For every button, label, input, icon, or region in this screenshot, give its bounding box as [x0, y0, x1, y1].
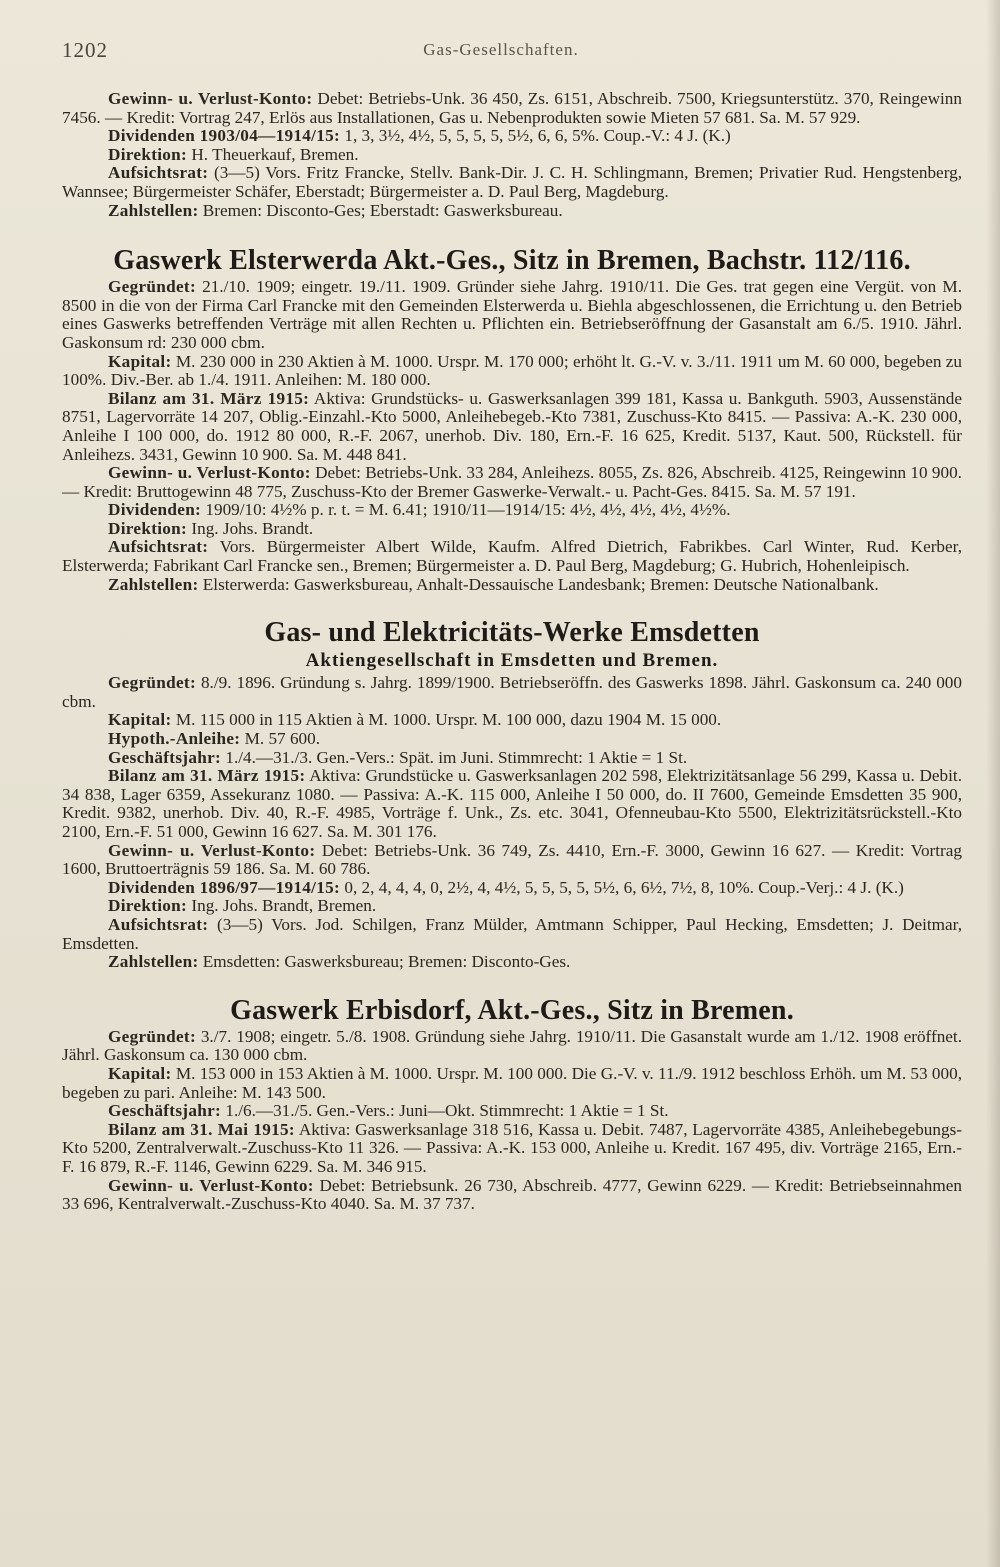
entry-continued-gas-company [62, 90, 962, 220]
paragraph-founded: Gegründet: 21./10. 1909; eingetr. 19./11. 1909. Gründer siehe Jahrg. 1910/11. Die Ges. trat gegen eine Vergüt. von M. 8500 in die von der Firma Carl Francke mit den Gemeinden Elsterwerda u. Biehla abgeschlossenen, die Errichtung u. den Betrieb eines Gaswerks betreffenden Verträge mit allen Rechten u. Pflichten ein. Betriebseröffnung der Gasanstalt am 6./5. 1910. Jährl. Gaskonsum rd: 230 000 cbm. [62, 277, 962, 352]
paragraph-paying-agents: Zahlstellen: Bremen: Disconto-Ges; Eberstadt: Gaswerksbureau. [108, 200, 563, 220]
paragraph-balance-sheet: Bilanz am 31. März 1915: Aktiva: Grundstücks- u. Gaswerksanlagen 399 181, Kassa u. Bankguth. 5903, Aussenstände 8751, Lagervorräte 14 207, Oblig.-Einzahl.-Kto 5000, Anleihebegeb.-Kto 7381, Zuschuss-Kto 8415. — Passiva: A.-K. 230 000, Anleihe I 100 000, do. 1912 80 000, R.-F. 2067, unerhob. Div. 180, Ern.-F. 16 625, Kredit. 5137, Kaut. 500, Rückstell. für Anleihezs. 3431, Gewinn 10 900. Sa. M. 448 841. [62, 388, 962, 464]
paragraph-capital: Kapital: M. 230 000 in 230 Aktien à M. 1000. Urspr. M. 170 000; erhöht lt. G.-V. v. 3./11. 1911 um M. 60 000, begeben zu 100%. Div.-Ber. ab 1./4. 1911. Anleihen: M. 180 000. [62, 351, 962, 390]
entry-gas-elektricitaets-werke-emsdetten [62, 616, 962, 972]
entry-title: Gas- und Elektricitäts-Werke Emsdetten [264, 617, 760, 649]
entry-gaswerk-erbisdorf [62, 994, 962, 1214]
paragraph-supervisory-board: Aufsichtsrat: Vors. Bürgermeister Albert Wilde, Kaufm. Alfred Dietrich, Fabrikbes. Carl Winter, Rud. Kerber, Elsterwerda; Fabrikant Carl Francke sen., Bremen; Bürgermeister a. D. Paul Berg, Magdeburg; G. Hubrich, Hohenleipisch. [62, 537, 962, 576]
paragraph-capital: Kapital: M. 115 000 in 115 Aktien à M. 1000. Urspr. M. 100 000, dazu 1904 M. 15 000. [108, 710, 722, 730]
paragraph-dividends: Dividenden 1903/04—1914/15: 1, 3, 3½, 4½, 5, 5, 5, 5, 5½, 6, 6, 5%. Coup.-V.: 4 J. (K.) [108, 126, 731, 146]
paragraph-mortgage-loan: Hypoth.-Anleihe: M. 57 600. [108, 729, 321, 749]
paragraph-supervisory-board: Aufsichtsrat: (3—5) Vors. Jod. Schilgen, Franz Mülder, Amtmann Schipper, Paul Hecking, Emsdetten; J. Deitmar, Emsdetten. [62, 914, 962, 953]
running-title: Gas-Gesellschaften. [423, 40, 579, 59]
paragraph-management: Direktion: Ing. Johs. Brandt. [108, 518, 314, 538]
paragraph-paying-agents: Zahlstellen: Emsdetten: Gaswerksbureau; Bremen: Disconto-Ges. [108, 952, 571, 972]
paragraph-profit-loss: Gewinn- u. Verlust-Konto: Debet: Betriebs-Unk. 36 749, Zs. 4410, Ern.-F. 3000, Gewinn 16 627. — Kredit: Vortrag 1600, Bruttoerträgnis 59 186. Sa. M. 60 786. [62, 840, 962, 879]
running-header [62, 38, 940, 68]
paragraph-paying-agents: Zahlstellen: Elsterwerda: Gaswerksbureau, Anhalt-Dessauische Landesbank; Bremen: Deutsche Nationalbank. [108, 574, 879, 594]
entry-gaswerk-elsterwerda [62, 244, 962, 594]
paragraph-dividends: Dividenden 1896/97—1914/15: 0, 2, 4, 4, 4, 0, 2½, 4, 4½, 5, 5, 5, 5, 5½, 6, 6½, 7½, 8, 10%. Coup.-Verj.: 4 J. (K.) [108, 877, 904, 897]
entry-subtitle: Aktiengesellschaft in Emsdetten und Bremen. [305, 650, 719, 672]
entry-title: Gaswerk Elsterwerda Akt.-Ges., Sitz in Bremen, Bachstr. 112/116. [113, 245, 911, 277]
paragraph-management: Direktion: H. Theuerkauf, Bremen. [108, 144, 359, 164]
entry-title: Gaswerk Erbisdorf, Akt.-Ges., Sitz in Bremen. [230, 994, 794, 1026]
page-edge-shadow [986, 0, 1000, 1567]
paragraph-dividends: Dividenden: 1909/10: 4½% p. r. t. = M. 6.41; 1910/11—1914/15: 4½, 4½, 4½, 4½, 4½%. [108, 500, 731, 520]
paragraph-balance-sheet: Bilanz am 31. Mai 1915: Aktiva: Gaswerksanlage 318 516, Kassa u. Debit. 7487, Lagervorräte 4385, Anleihebegebungs-Kto 5200, Zentralverwalt.-Zuschuss-Kto 11 326. — Passiva: A.-K. 153 000, Anleihe u. Kredit. 167 495, div. Vorträge 2165, Ern.-F. 16 879, R.-F. 1146, Gewinn 6229. Sa. M. 346 915. [62, 1119, 962, 1176]
paragraph-capital: Kapital: M. 153 000 in 153 Aktien à M. 1000. Urspr. M. 100 000. Die G.-V. v. 11./9. 1912 beschloss Erhöh. um M. 53 000, begeben zu pari. Anleihe: M. 143 500. [62, 1063, 962, 1102]
paragraph-fiscal-year: Geschäftsjahr: 1./4.—31./3. Gen.-Vers.: Spät. im Juni. Stimmrecht: 1 Aktie = 1 St. [108, 747, 688, 767]
paragraph-founded: Gegründet: 8./9. 1896. Gründung s. Jahrg. 1899/1900. Betriebseröffn. des Gaswerks 1898. Jährl. Gaskonsum ca. 240 000 cbm. [62, 673, 962, 711]
paragraph-balance-sheet: Bilanz am 31. März 1915: Aktiva: Grundstücke u. Gaswerksanlagen 202 598, Elektrizitätsanlage 56 299, Kassa u. Debit. 34 838, Lager 6359, Assekuranz 1080. — Passiva: A.-K. 115 000, Anleihe I 50 000, do. II 7600, Gemeinde Emsdetten 35 900, Kredit. 9382, unerhob. Div. 40, R.-F. 4985, Vorträge f. Unk., Zs. etc. 3041, Ofenneubau-Kto 5500, Elektrizitätsrückstell.-Kto 2100, Ern.-F. 51 000, Gewinn 16 627. Sa. M. 301 176. [62, 766, 962, 841]
page-number: 1202 [62, 38, 108, 62]
paragraph-profit-loss: Gewinn- u. Verlust-Konto: Debet: Betriebsunk. 26 730, Abschreib. 4777, Gewinn 6229. — Kredit: Betriebseinnahmen 33 696, Kentralverwalt.-Zuschuss-Kto 4040. Sa. M. 37 737. [62, 1175, 962, 1214]
paragraph-profit-loss: Gewinn- u. Verlust-Konto: Debet: Betriebs-Unk. 36 450, Zs. 6151, Abschreib. 7500, Kriegsunterstütz. 370, Reingewinn 7456. — Kredit: Vortrag 247, Erlös aus Installationen, Gas u. Nebenprodukten sowie Mieten 57 681. Sa. M. 57 929. [62, 89, 962, 127]
paragraph-profit-loss: Gewinn- u. Verlust-Konto: Debet: Betriebs-Unk. 33 284, Anleihezs. 8055, Zs. 826, Abschreib. 4125, Reingewinn 10 900. — Kredit: Bruttogewinn 48 775, Zuschuss-Kto der Bremer Gaswerke-Verwalt.- u. Pacht-Ges. 8415. Sa. M. 57 191. [62, 463, 962, 501]
page-content [62, 90, 962, 1214]
paragraph-founded: Gegründet: 3./7. 1908; eingetr. 5./8. 1908. Gründung siehe Jahrg. 1910/11. Die Gasanstalt wurde am 1./12. 1908 eröffnet. Jährl. Gaskonsum ca. 130 000 cbm. [62, 1026, 962, 1065]
paragraph-supervisory-board: Aufsichtsrat: (3—5) Vors. Fritz Francke, Stellv. Bank-Dir. J. C. H. Schlingmann, Bremen; Privatier Rud. Hengstenberg, Wannsee; Bürgermeister Schäfer, Eberstadt; Bürgermeister a. D. Paul Berg, Magdeburg. [62, 163, 962, 201]
paragraph-fiscal-year: Geschäftsjahr: 1./6.—31./5. Gen.-Vers.: Juni—Okt. Stimmrecht: 1 Aktie = 1 St. [108, 1101, 669, 1121]
paragraph-management: Direktion: Ing. Johs. Brandt, Bremen. [108, 896, 377, 916]
